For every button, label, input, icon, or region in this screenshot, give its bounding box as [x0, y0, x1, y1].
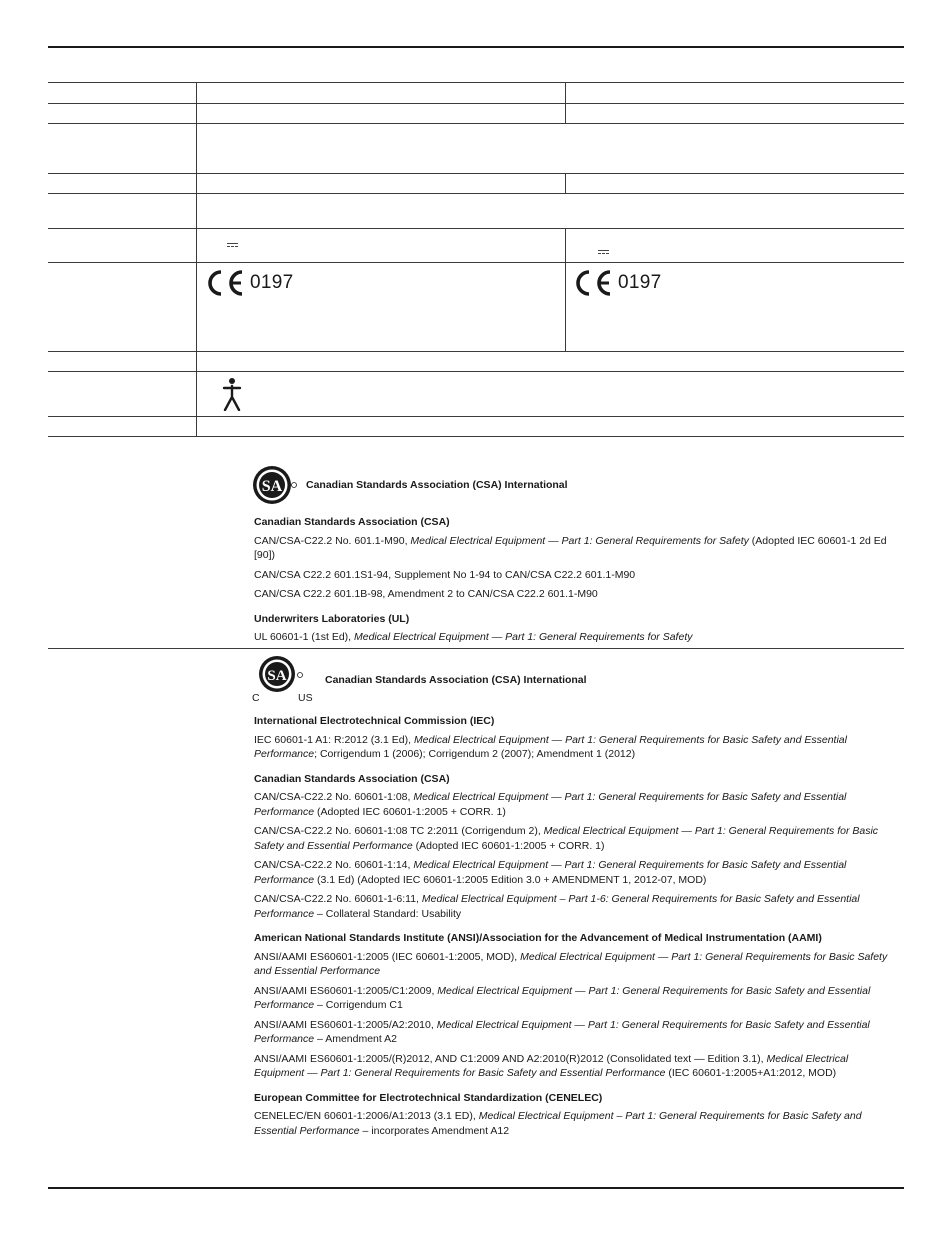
standard-entry: [254, 1109, 896, 1138]
ce-mark-icon: [204, 269, 246, 297]
dc-current-icon: [598, 250, 609, 255]
standard-reference: – incorporates Amendment A12: [359, 1124, 510, 1137]
table-row-border: [48, 173, 904, 174]
standards-group-heading: Canadian Standards Association (CSA): [254, 516, 450, 528]
table-row-border: [48, 193, 904, 194]
table-column-divider: [196, 82, 197, 437]
standards-group-heading: Canadian Standards Association (CSA): [254, 772, 450, 785]
csa-logo-title: Canadian Standards Association (CSA) International: [306, 479, 568, 491]
standard-title: Medical Electrical Equipment — Part 1: General Requirements for Basic Safety and Essential Performance: [254, 859, 847, 886]
table-column-divider: [565, 173, 566, 193]
standard-entry: [254, 950, 896, 979]
table-row-border: [48, 371, 904, 372]
standard-title: Medical Electrical Equipment – Part 1-6: General Requirements for Basic Safety and Essential Performance: [254, 893, 860, 920]
standard-title: Medical Electrical Equipment — Part 1: General Requirements for Safety: [354, 631, 693, 643]
standard-entry: [254, 790, 896, 819]
standard-title: Medical Electrical Equipment — Part 1: General Requirements for Basic Safety and Essential Performance: [254, 984, 871, 1011]
csa-logo: [252, 463, 568, 507]
standard-reference: (Adopted IEC 60601-1 2d Ed [90]): [254, 534, 887, 561]
type-bf-person-icon: [221, 377, 243, 411]
standard-reference: ; Corrigendum 1 (2006); Corrigendum 2 (2007); Amendment 1 (2012): [314, 748, 636, 760]
standard-entry: [254, 630, 896, 645]
standard-reference: – Corrigendum C1: [314, 999, 403, 1011]
table-row-border: [48, 82, 904, 83]
csa-us-mark: US: [298, 692, 313, 704]
standard-reference: ANSI/AAMI ES60601-1:2005/A2:2010,: [254, 1018, 437, 1031]
standard-entry: [254, 587, 896, 602]
section-divider: [48, 648, 904, 649]
standard-reference: ANSI/AAMI ES60601-1:2005/C1:2009,: [254, 984, 438, 997]
svg-text:SA: SA: [261, 478, 283, 495]
table-row-border: [48, 351, 904, 352]
standard-title: Medical Electrical Equipment — Part 1: General Requirements for Basic Safety and Essential Performance: [254, 1052, 849, 1079]
csa-logo-icon: [252, 463, 298, 507]
standard-entry: [254, 984, 896, 1013]
standard-reference: CAN/CSA-C22.2 No. 601.1-M90,: [254, 534, 411, 547]
standard-reference: CAN/CSA C22.2 601.1B-98, Amendment 2 to CAN/CSA C22.2 601.1-M90: [254, 588, 598, 600]
standard-entry: [254, 534, 896, 563]
ce-mark-left: [204, 268, 293, 298]
ce-mark-icon: [572, 269, 614, 297]
top-rule: [48, 46, 904, 48]
csa-cus-logo-title: Canadian Standards Association (CSA) International: [325, 674, 587, 686]
standard-reference: CAN/CSA-C22.2 No. 60601-1:14,: [254, 859, 414, 871]
ce-mark-right: [572, 268, 661, 298]
standard-entry: [254, 733, 896, 762]
standards-group-heading: Underwriters Laboratories (UL): [254, 612, 410, 625]
standard-entry: [254, 858, 896, 887]
section2-standards: [254, 714, 896, 1143]
standard-title: Medical Electrical Equipment — Part 1: General Requirements for Safety: [410, 534, 749, 547]
standard-reference: ANSI/AAMI ES60601-1:2005/(R)2012, AND C1:2009 AND A2:2010(R)2012 (Consolidated text — Edition 3.1),: [254, 1052, 767, 1065]
table-row-border: [48, 416, 904, 417]
table-row-border: [48, 436, 904, 437]
standard-reference: – Collateral Standard: Usability: [314, 907, 462, 920]
standard-reference: (Adopted IEC 60601-1:2005 + CORR. 1): [412, 839, 605, 852]
standard-reference: CAN/CSA-C22.2 No. 60601-1-6:11,: [254, 893, 422, 905]
standard-entry: [254, 1052, 896, 1081]
table-column-divider: [565, 228, 566, 351]
standards-group-heading: International Electrotechnical Commission (IEC): [254, 715, 495, 727]
standard-reference: CAN/CSA-C22.2 No. 60601-1:08,: [254, 791, 414, 803]
standard-entry: [254, 824, 896, 853]
section1-standards: [254, 515, 896, 650]
standard-reference: (3.1 Ed) (Adopted IEC 60601-1:2005 Edition 3.0 + AMENDMENT 1, 2012-07, MOD): [314, 873, 707, 886]
svg-text:SA: SA: [267, 668, 287, 684]
standard-title: Medical Electrical Equipment — Part 1: General Requirements for Basic Safety and Essential Performance: [254, 1018, 870, 1045]
standard-entry: [254, 892, 896, 921]
standard-entry: [254, 1018, 896, 1047]
table-column-divider: [565, 82, 566, 123]
standard-title: Medical Electrical Equipment — Part 1: General Requirements for Basic Safety and Essential Performance: [254, 791, 847, 818]
standard-reference: ANSI/AAMI ES60601-1:2005 (IEC 60601-1:2005, MOD),: [254, 950, 521, 963]
bottom-rule: [48, 1187, 904, 1189]
table-row-border: [48, 103, 904, 104]
standard-reference: IEC 60601-1 A1: R:2012 (3.1 Ed),: [254, 733, 414, 746]
csa-c-mark: C: [252, 692, 260, 704]
ce-notified-body-number: 0197: [618, 272, 662, 293]
standard-reference: CAN/CSA-C22.2 No. 60601-1:08 TC 2:2011 (Corrigendum 2),: [254, 825, 544, 837]
table-row-border: [48, 228, 904, 229]
csa-cus-logo: [252, 654, 322, 704]
standard-title: Medical Electrical Equipment — Part 1: General Requirements for Basic Safety and Essential Performance: [254, 950, 888, 977]
standard-reference: (Adopted IEC 60601-1:2005 + CORR. 1): [314, 805, 506, 818]
standard-title: Medical Electrical Equipment — Part 1: General Requirements for Basic Safety and Essential Performance: [254, 825, 879, 852]
standard-entry: [254, 568, 896, 583]
standard-title: Medical Electrical Equipment – Part 1: General Requirements for Basic Safety and Essential Performance: [254, 1110, 862, 1137]
standard-reference: – Amendment A2: [314, 1033, 397, 1045]
standard-reference: CENELEC/EN 60601-1:2006/A1:2013 (3.1 ED),: [254, 1110, 479, 1122]
dc-current-icon: [227, 243, 238, 248]
standards-group-heading: European Committee for Electrotechnical Standardization (CENELEC): [254, 1091, 603, 1104]
standard-title: Medical Electrical Equipment — Part 1: General Requirements for Basic Safety and Essential Performance: [254, 733, 847, 760]
standard-reference: UL 60601-1 (1st Ed),: [254, 631, 354, 643]
standard-reference: (IEC 60601-1:2005+A1:2012, MOD): [665, 1067, 837, 1079]
ce-notified-body-number: 0197: [250, 272, 294, 293]
table-row-border: [48, 262, 904, 263]
standard-reference: CAN/CSA C22.2 601.1S1-94, Supplement No 1-94 to CAN/CSA C22.2 601.1-M90: [254, 568, 636, 581]
table-row-border: [48, 123, 904, 124]
standards-group-heading: American National Standards Institute (ANSI)/Association for the Advancement of Medical Instrumentation (AAMI): [254, 932, 822, 944]
